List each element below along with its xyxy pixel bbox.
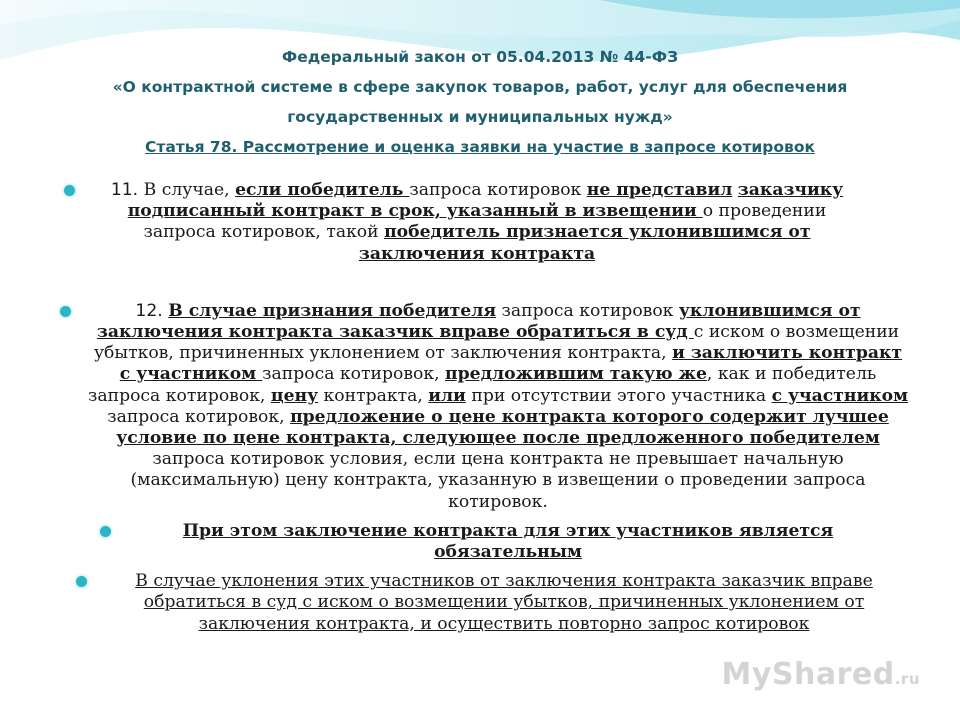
title-law-name-line2: государственных и муниципальных нужд» xyxy=(287,108,673,126)
clause-emphasis: не представил xyxy=(586,180,733,200)
title-article: Статья 78. Рассмотрение и оценка заявки на участие в запросе котировок xyxy=(144,138,816,156)
clause-text: запроса котировок, xyxy=(262,364,446,385)
clause-text: запроса котировок условия, если цена контракта не превышает начальную (максимальную) цену контракта, указанную в извещении о проведении запроса котировок. xyxy=(130,449,866,512)
clause-text: запроса котировок xyxy=(496,300,679,321)
clause-text: запроса котировок, xyxy=(107,406,291,427)
clause-text: контракта, xyxy=(318,385,429,406)
slide-body xyxy=(40,180,910,635)
bullet-icon xyxy=(76,576,87,587)
clause-text: о проведении запроса котировок, такой xyxy=(143,201,827,243)
clause-emphasis: и заключить контракт с участником xyxy=(119,343,903,385)
clause-emphasis: цену xyxy=(270,385,319,406)
title-law-name-line1: «О контрактной системе в сфере закупок товаров, работ, услуг для обеспечения xyxy=(112,78,848,96)
clause-text: , как и победитель запроса котировок, xyxy=(88,364,877,406)
clause-emphasis: победитель признается уклонившимся от заключения контракта xyxy=(358,222,811,264)
clause-emphasis: или xyxy=(428,385,466,406)
watermark-domain: .ru xyxy=(894,670,920,688)
clause-number: 12. xyxy=(135,300,163,321)
list-item-clause-12 xyxy=(60,301,908,513)
evasion-text: В случае уклонения этих участников от заключения контракта заказчик вправе обратиться в суд с иском о возмещении убытков, причиненных уклонением от заключения контракта, и осуществить повторно запрос котировок xyxy=(135,571,873,634)
clause-emphasis: В случае признания победителя xyxy=(168,300,497,321)
watermark-text: MyShared xyxy=(721,657,895,692)
clause-emphasis: заказчику xyxy=(737,180,844,200)
obligation-text: При этом заключение контракта для этих участников является обязательным xyxy=(182,520,834,563)
list-item-clause-11 xyxy=(64,180,862,265)
clause-text: запроса котировок xyxy=(409,180,587,200)
clause-number: 11. xyxy=(110,180,139,200)
clause-emphasis: с участником xyxy=(771,385,908,406)
clause-emphasis: предложение о цене контракта которого содержит лучшее условие по цене контракта, следующее после предложенного победителем xyxy=(116,406,889,449)
list-item-obligation xyxy=(100,521,888,563)
clause-emphasis: предложившим такую же xyxy=(445,364,707,385)
list-item-evasion xyxy=(76,571,904,635)
clause-text: В случае, xyxy=(138,180,236,200)
clause-emphasis: подписанный контракт в срок, указанный в извещении xyxy=(127,201,703,222)
clause-text: с иском о возмещении убытков, причиненных уклонением от заключения контракта, xyxy=(93,322,900,364)
clause-emphasis: если победитель xyxy=(235,180,410,200)
bullet-icon xyxy=(64,185,75,196)
clause-emphasis: уклонившимся от заключения контракта заказчик вправе обратиться в суд xyxy=(96,300,861,343)
watermark-logo xyxy=(721,657,920,692)
slide-title xyxy=(40,42,920,162)
bullet-icon xyxy=(60,306,71,317)
bullet-icon xyxy=(100,526,111,537)
clause-text: при отсутствии этого участника xyxy=(465,385,772,406)
title-law-number: Федеральный закон от 05.04.2013 № 44-ФЗ xyxy=(281,48,679,66)
